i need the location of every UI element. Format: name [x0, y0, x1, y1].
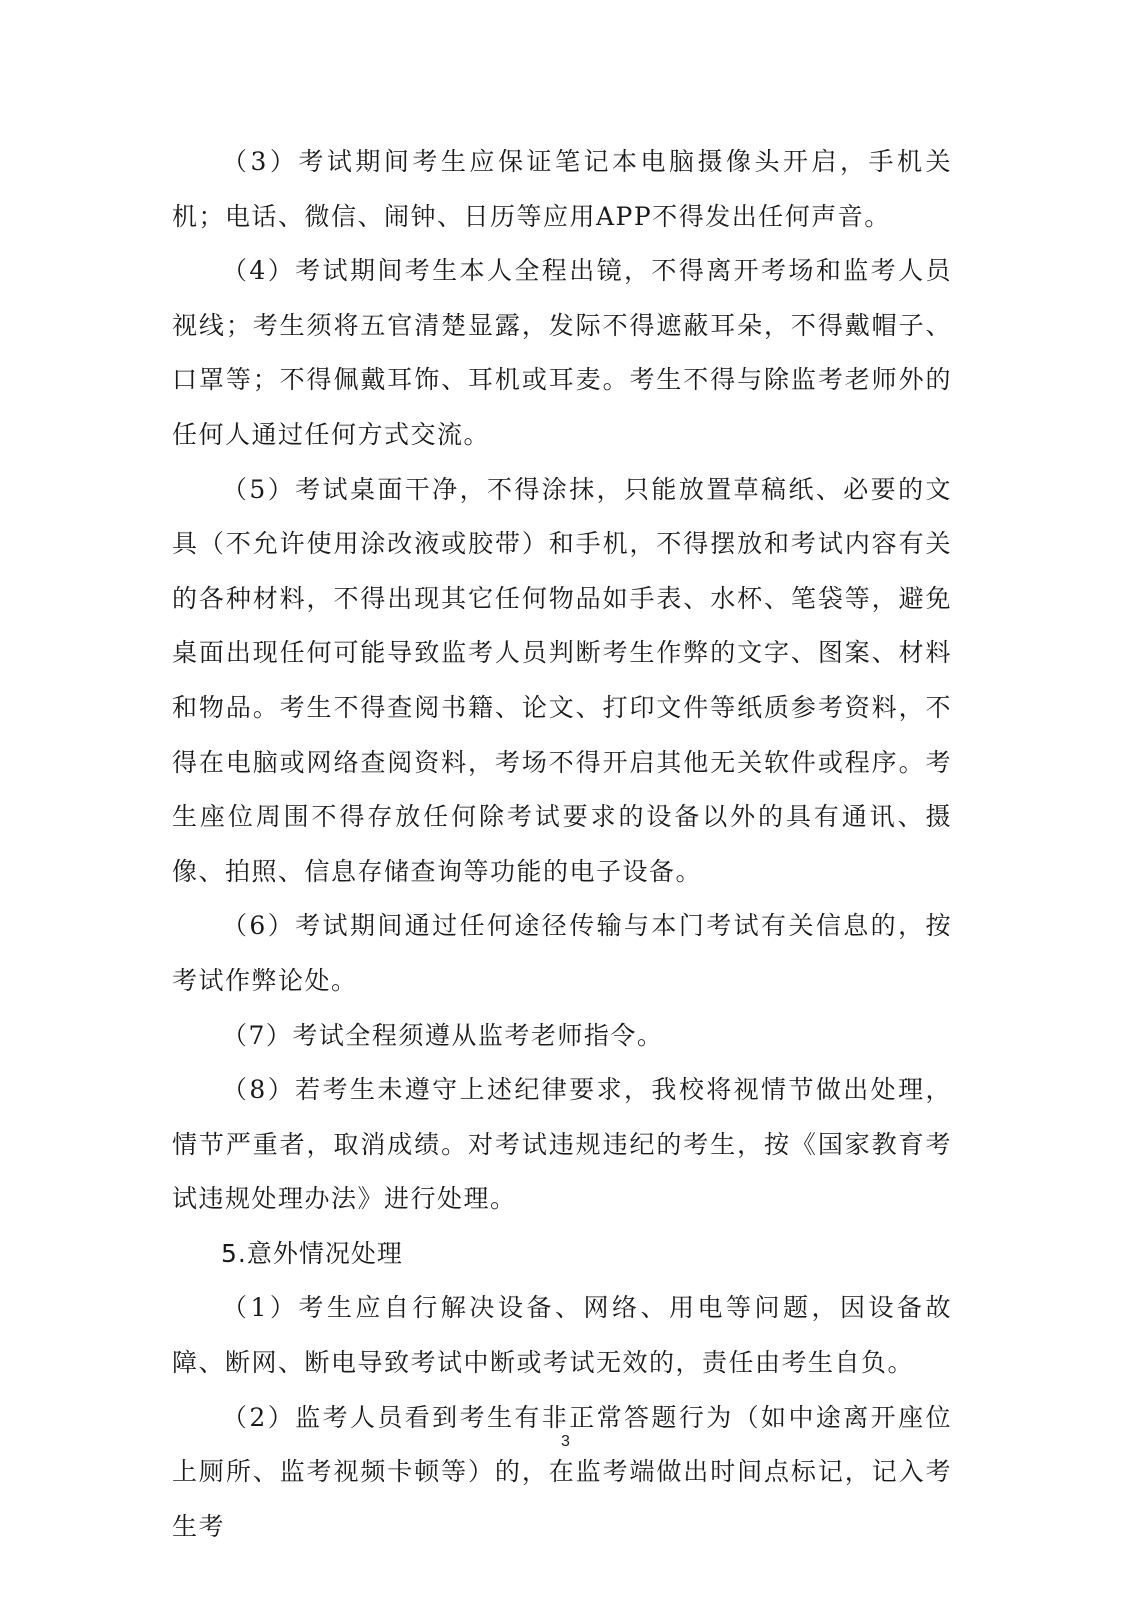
paragraph-item-6: （6）考试期间通过任何途径传输与本门考试有关信息的，按考试作弊论处。: [172, 911, 952, 995]
paragraph-item-8: （8）若考生未遵守上述纪律要求，我校将视情节做出处理，情节严重者，取消成绩。对考试违规违纪的考生，按《国家教育考试违规处理办法》进行处理。: [172, 1075, 952, 1214]
section-heading: 5.意外情况处理: [221, 1238, 403, 1268]
document-body: [172, 135, 952, 1554]
paragraph-item-3: （3）考试期间考生应保证笔记本电脑摄像头开启，手机关机；电话、微信、闹钟、日历等应用APP不得发出任何声音。: [172, 147, 952, 231]
paragraph-section5-item-1: （1）考生应自行解决设备、网络、用电等问题，因设备故障、断网、断电导致考试中断或考试无效的，责任由考生自负。: [172, 1293, 952, 1378]
paragraph-section5-item-2: （2）监考人员看到考生有非正常答题行为（如中途离开座位上厕所、监考视频卡顿等）的，在监考端做出时间点标记，记入考生考: [172, 1402, 952, 1541]
page-number: 3: [561, 1433, 570, 1450]
paragraph-item-4: （4）考试期间考生本人全程出镜，不得离开考场和监考人员视线；考生须将五官清楚显露，发际不得遮蔽耳朵，不得戴帽子、口罩等；不得佩戴耳饰、耳机或耳麦。考生不得与除监考老师外的任何人通过任何方式交流。: [172, 256, 952, 449]
paragraph-item-5: （5）考试桌面干净，不得涂抹，只能放置草稿纸、必要的文具（不允许使用涂改液或胶带）和手机，不得摆放和考试内容有关的各种材料，不得出现其它任何物品如手表、水杯、笔袋等，避免桌面出现任何可能导致监考人员判断考生作弊的文字、图案、材料和物品。考生不得查阅书籍、论文、打印文件等纸质参考资料，不得在电脑或网络查阅资料，考场不得开启其他无关软件或程序。考生座位周围不得存放任何除考试要求的设备以外的具有通讯、摄像、拍照、信息存储查询等功能的电子设备。: [172, 474, 952, 886]
paragraph-item-7: （7）考试全程须遵从监考老师指令。: [222, 1020, 664, 1050]
